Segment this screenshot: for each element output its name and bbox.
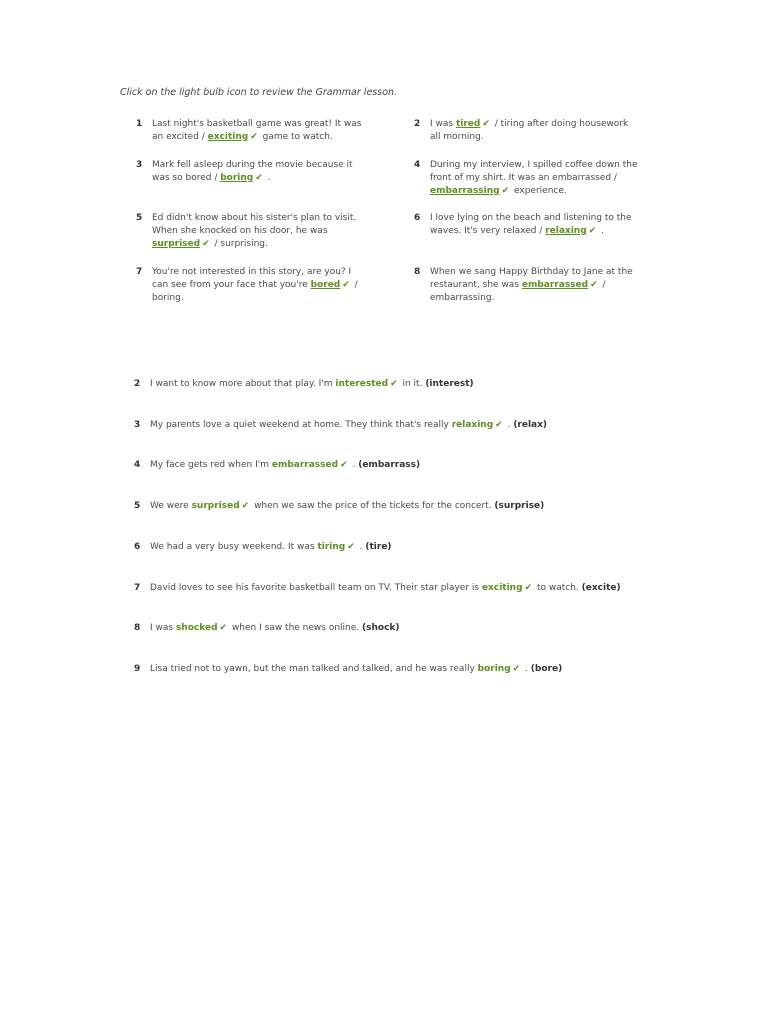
base-word-hint: (embarrass)	[358, 460, 421, 471]
base-word-hint: (bore)	[530, 663, 563, 674]
answer-word[interactable]: shocked	[175, 623, 218, 634]
sentence-text: You're not interested in this story, are you? I can see from your face that you're	[152, 267, 352, 290]
sentence-text: game to watch.	[259, 132, 333, 142]
sentence-text: .	[598, 226, 604, 236]
checkmark-icon: ✔	[524, 582, 533, 593]
sentence-text: / surprising.	[211, 239, 268, 249]
base-word-hint: (tire)	[365, 541, 392, 552]
base-word-hint: (relax)	[513, 419, 548, 430]
item-number: 4	[414, 160, 421, 170]
base-word-hint: (shock)	[362, 623, 400, 634]
checkmark-icon: ✔	[482, 119, 490, 129]
answer-word[interactable]: surprised	[191, 501, 240, 512]
sentence-text: in it.	[399, 379, 426, 389]
item-number: 5	[136, 213, 143, 223]
checkmark-icon: ✔	[202, 239, 210, 249]
sentence-text: / embarrassing.	[430, 280, 606, 303]
item-sentence	[152, 212, 362, 251]
base-word-hint: (surprise)	[494, 501, 545, 512]
list-item	[134, 542, 392, 552]
sentence-text: We were	[150, 501, 192, 512]
item-sentence	[430, 212, 640, 238]
answer-word[interactable]: relaxing	[451, 419, 494, 430]
item-sentence	[430, 159, 640, 198]
sentence-text: During my interview, I spilled coffee down the front of my shirt. It was an embarrassed /	[430, 160, 638, 183]
sentence-text: My face gets red when I'm	[150, 460, 272, 471]
item-sentence	[152, 159, 362, 185]
item-number: 5	[134, 501, 141, 512]
checkmark-icon: ✔	[241, 501, 250, 512]
answer-word[interactable]: tiring	[317, 541, 346, 552]
sentence-text: I want to know more about that play. I'm	[150, 379, 336, 389]
item-sentence	[430, 266, 640, 305]
item-number: 2	[134, 379, 141, 389]
item-number: 4	[134, 460, 141, 471]
instruction-text: Click on the light bulb icon to review the Grammar lesson.	[120, 87, 398, 98]
checkmark-icon: ✔	[588, 226, 597, 236]
answer-word[interactable]: interested	[335, 379, 389, 389]
list-item	[134, 460, 420, 470]
sentence-text: Mark fell asleep during the movie because it was so bored /	[152, 160, 353, 183]
item-number: 7	[136, 267, 143, 277]
sentence-text: to watch.	[534, 582, 582, 593]
checkmark-icon: ✔	[255, 173, 263, 183]
sentence-text: when we saw the price of the tickets for the concert.	[251, 501, 495, 512]
sentence-text: .	[356, 541, 366, 552]
list-item	[134, 583, 621, 593]
item-number: 9	[134, 663, 141, 674]
answer-choice[interactable]: boring	[220, 173, 254, 183]
list-item	[134, 623, 400, 633]
sentence-text: When we sang Happy Birthday to Jane at the restaurant, she was	[430, 267, 633, 290]
checkmark-icon: ✔	[390, 379, 398, 389]
item-sentence	[430, 118, 640, 144]
sentence-text: .	[264, 173, 271, 183]
answer-choice[interactable]: embarrassed	[521, 280, 589, 290]
answer-choice[interactable]: tired	[455, 119, 481, 129]
item-number: 6	[414, 213, 421, 223]
item-sentence	[152, 266, 362, 305]
checkmark-icon: ✔	[340, 460, 348, 471]
checkmark-icon: ✔	[342, 280, 350, 290]
answer-choice[interactable]: exciting	[207, 132, 249, 142]
item-number: 7	[134, 582, 141, 593]
checkmark-icon: ✔	[219, 623, 228, 634]
sentence-text: .	[522, 663, 531, 674]
answer-word[interactable]: embarrassed	[271, 460, 339, 471]
sentence-text: Lisa tried not to yawn, but the man talked and talked, and he was really	[150, 663, 478, 674]
sentence-text: We had a very busy weekend. It was	[150, 541, 318, 552]
sentence-text: Ed didn't know about his sister's plan to visit. When she knocked on his door, he was	[152, 213, 357, 236]
sentence-text: .	[504, 419, 514, 430]
sentence-text: David loves to see his favorite basketball team on TV. Their star player is	[150, 582, 482, 593]
answer-choice[interactable]: relaxing	[545, 226, 587, 236]
list-item	[134, 501, 544, 511]
item-number: 8	[414, 267, 421, 277]
answer-choice[interactable]: surprised	[152, 239, 201, 249]
item-number: 3	[136, 160, 143, 170]
sentence-text: .	[349, 460, 359, 471]
item-number: 1	[136, 119, 143, 129]
list-item	[134, 664, 562, 674]
answer-choice[interactable]: embarrassing	[430, 186, 500, 196]
sentence-text: / tiring after doing housework all morning.	[430, 119, 629, 142]
checkmark-icon: ✔	[250, 132, 258, 142]
checkmark-icon: ✔	[512, 663, 521, 674]
base-word-hint: (interest)	[425, 379, 474, 389]
sentence-text: experience.	[511, 186, 567, 196]
item-sentence	[152, 118, 362, 144]
sentence-text: when I saw the news online.	[229, 623, 363, 634]
answer-word[interactable]: boring	[477, 663, 511, 674]
sentence-text: I love lying on the beach and listening to the waves. It's very relaxed /	[430, 213, 632, 236]
sentence-text: I was	[150, 623, 176, 634]
item-number: 3	[134, 419, 141, 430]
checkmark-icon: ✔	[347, 541, 355, 552]
answer-word[interactable]: exciting	[481, 582, 523, 593]
list-item	[134, 420, 547, 430]
checkmark-icon: ✔	[495, 419, 503, 430]
sentence-text: I was	[430, 119, 456, 129]
sentence-text: My parents love a quiet weekend at home. They think that's really	[150, 419, 452, 430]
checkmark-icon: ✔	[501, 186, 510, 196]
sentence-text: Last night's basketball game was great! It was an excited /	[152, 119, 362, 142]
item-number: 2	[414, 119, 421, 129]
answer-choice[interactable]: bored	[310, 280, 341, 290]
sentence-text: / boring.	[152, 280, 358, 303]
item-number: 6	[134, 541, 141, 552]
base-word-hint: (excite)	[581, 582, 621, 593]
item-number: 8	[134, 623, 141, 634]
list-item	[134, 379, 474, 389]
checkmark-icon: ✔	[590, 280, 598, 290]
